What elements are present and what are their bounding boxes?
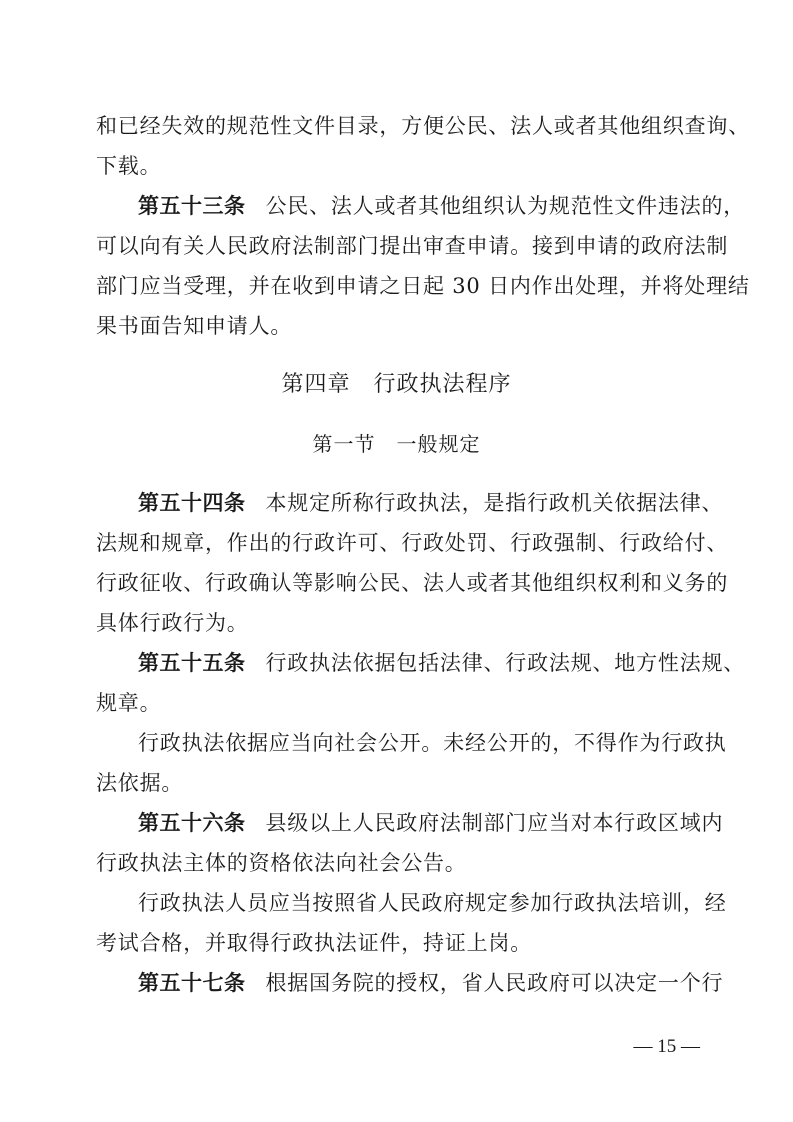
article-number: 第五十四条: [138, 491, 246, 515]
article-text: 县级以上人民政府法制部门应当对本行政区域内: [265, 811, 724, 835]
text-line: 法依据。: [96, 771, 184, 795]
text-line: 行政执法主体的资格依法向社会公告。: [96, 851, 467, 875]
article-number: 第五十六条: [138, 811, 246, 835]
article-57: [138, 969, 738, 997]
text-line: 具体行政行为。: [96, 611, 249, 635]
text-line: 考试合格，并取得行政执法证件，持证上岗。: [96, 931, 532, 955]
article-53: [138, 192, 746, 220]
article-number: 第五十七条: [138, 971, 246, 995]
article-56: [138, 809, 738, 837]
text-line: 可以向有关人民政府法制部门提出审查申请。接到申请的政府法制: [96, 234, 729, 258]
article-text: 本规定所称行政执法，是指行政机关依据法律、: [265, 491, 724, 515]
text-line: 法规和规章，作出的行政许可、行政处罚、行政强制、行政给付、: [96, 531, 729, 555]
article-text: 根据国务院的授权，省人民政府可以决定一个行: [265, 971, 724, 995]
page-number: — 15 —: [633, 1036, 700, 1057]
section-title: 第一节 一般规定: [312, 432, 481, 456]
chapter-title: 第四章 行政执法程序: [281, 372, 512, 397]
article-number: 第五十三条: [138, 194, 246, 218]
text-line: 规章。: [96, 691, 162, 715]
article-54: [138, 489, 738, 517]
article-text: 公民、法人或者其他组织认为规范性文件违法的，: [265, 194, 746, 218]
text-line: 行政执法人员应当按照省人民政府规定参加行政执法培训，经: [138, 891, 727, 915]
article-number: 第五十五条: [138, 651, 246, 675]
text-line: 行政执法依据应当向社会公开。未经公开的，不得作为行政执: [138, 731, 727, 755]
text-line: 部门应当受理，并在收到申请之日起 30 日内作出处理，并将处理结: [96, 274, 750, 298]
text-line: 和已经失效的规范性文件目录，方便公民、法人或者其他组织查询、: [96, 114, 750, 138]
text-line: 下载。: [96, 154, 162, 178]
text-line: 果书面告知申请人。: [96, 314, 293, 338]
text-line: 行政征收、行政确认等影响公民、法人或者其他组织权利和义务的: [96, 571, 729, 595]
article-text: 行政执法依据包括法律、行政法规、地方性法规、: [265, 651, 746, 675]
article-55: [138, 649, 746, 677]
